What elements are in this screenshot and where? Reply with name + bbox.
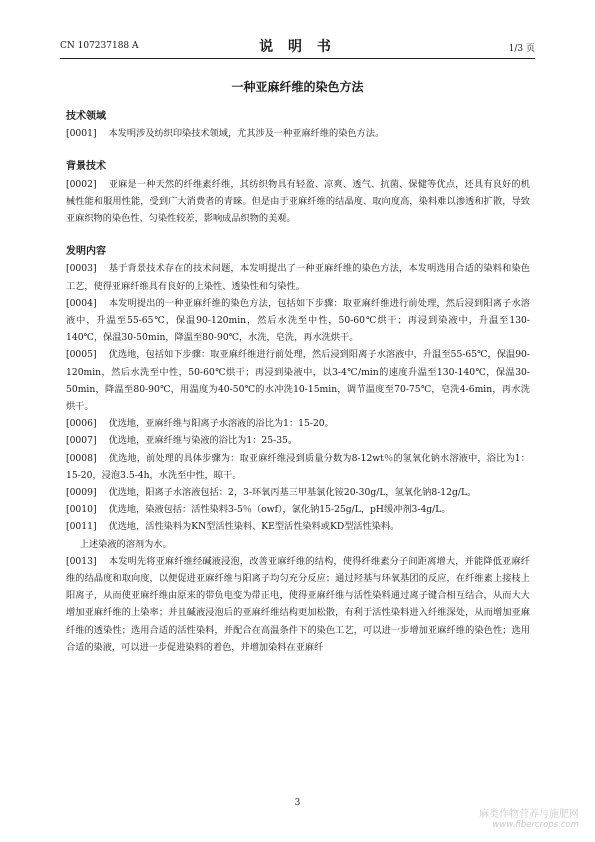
page-counter: 1/3 页 bbox=[508, 44, 535, 54]
section-heading-invention: 发明内容 bbox=[66, 246, 106, 258]
section-heading-background: 背景技术 bbox=[66, 161, 106, 173]
paragraph-number: [0006] bbox=[66, 418, 97, 430]
paragraph-number: [0011] bbox=[66, 521, 97, 533]
header-divider bbox=[60, 58, 535, 59]
paragraph-text: 本发明先将亚麻纤维经碱液浸泡，改善亚麻纤维的结构，使得纤维素分子间距离增大，并能降低亚麻纤维的结晶度和取向度，以便促进亚麻纤维与阳离子均匀充分反应；通过羟基与环氧基团的反应，在纤维素上接枝上阳离子，从而使亚麻纤维由原来的带负电变为带正电，使得亚麻纤维与活性染料通过离子键合相互结合，从而大大增加亚麻纤维的上染率；并且碱液浸泡后的亚麻纤维结构更加松散，有利于活性染料进入纤维深处，从而增加亚麻纤维的透染性；选用合适的活性染料，并配合在高温条件下的染色工艺，可以进一步增加亚麻纤维的染色性；选用合适的染液，可以进一步促进染料的着色，并增加染料在亚麻纤 bbox=[66, 555, 530, 653]
page-header bbox=[60, 36, 535, 58]
page-number: 3 bbox=[294, 798, 301, 808]
paragraph bbox=[66, 125, 530, 142]
paragraph-number: [0002] bbox=[66, 178, 97, 190]
paragraph-text: 优选地，包括如下步骤：取亚麻纤维进行前处理，然后浸到阳离子水溶液中，升温至55-65℃，保温90-120min，然后水洗至中性，50-60℃烘干；再浸到染液中，以3-4℃/min的速度升温至130-140℃，保温30-50min，降温至80-90℃，用温度为40-50℃的水冲洗10-15min，调节温度至70-75℃，皂洗4-6min，再水洗烘干。 bbox=[66, 349, 530, 413]
paragraph bbox=[66, 553, 530, 656]
section-heading-tech-field: 技术领域 bbox=[66, 111, 106, 122]
paragraph bbox=[66, 484, 530, 501]
publication-number: CN 107237188 A bbox=[60, 41, 139, 51]
paragraph-text: 上述染液的溶剂为水。 bbox=[79, 538, 172, 550]
paragraph-text: 优选地，染液包括：活性染料3-5％（owf），氯化钠15-25g/L，pH缓冲剂3-4g/L。 bbox=[108, 504, 451, 516]
paragraph-number: [0013] bbox=[66, 555, 97, 567]
paragraph-text: 亚麻是一种天然的纤维素纤维，其纺织物具有轻盈、凉爽、透气、抗菌、保健等优点，还具有良好的机械性能和服用性能，受到广大消费者的青睐。但是由于亚麻纤维的结晶度、取向度高，染料难以渗透和扩散，导致亚麻织物的染色性、匀染性较差，影响成品织物的美观。 bbox=[66, 178, 530, 225]
paragraph-number: [0003] bbox=[66, 263, 97, 275]
paragraph-text: 优选地，活性染料为KN型活性染料、KE型活性染料或KD型活性染料。 bbox=[108, 521, 400, 533]
paragraph-number: [0008] bbox=[66, 452, 97, 464]
paragraph-text: 本发明提出的一种亚麻纤维的染色方法，包括如下步骤：取亚麻纤维进行前处理，然后浸到阳离子水溶液中，升温至55-65℃，保温90-120min，然后水洗至中性，50-60℃烘干；再浸到染液中，升温至130-140℃，保温30-50min，降温至80-90℃，水洗，皂洗，再水洗烘干。 bbox=[66, 297, 530, 344]
paragraph bbox=[66, 518, 530, 535]
paragraph-text: 优选地，前处理的具体步骤为：取亚麻纤维浸到质量分数为8-12wt％的氢氧化钠水溶液中，浴比为1：15-20，浸泡3.5-4h，水洗至中性，晾干。 bbox=[66, 452, 530, 481]
paragraph bbox=[66, 432, 530, 449]
paragraph-text: 优选地，亚麻纤维与染液的浴比为1：25-35。 bbox=[108, 435, 298, 447]
paragraph bbox=[66, 536, 530, 553]
paragraph bbox=[66, 346, 530, 415]
paragraph-text: 本发明涉及纺织印染技术领域，尤其涉及一种亚麻纤维的染色方法。 bbox=[108, 128, 385, 140]
paragraph bbox=[66, 501, 530, 518]
watermark-site-name: 麻类作物营养与施肥网 bbox=[479, 809, 579, 820]
patent-title: 一种亚麻纤维的染色方法 bbox=[231, 80, 364, 94]
paragraph-number: [0007] bbox=[66, 435, 97, 447]
paragraph-text: 优选地，阳离子水溶液包括：2，3-环氧丙基三甲基氯化铵20-30g/L，氢氧化钠8-12g/L。 bbox=[108, 487, 477, 499]
paragraph bbox=[66, 176, 530, 228]
paragraph-text: 基于背景技术存在的技术问题，本发明提出了一种亚麻纤维的染色方法，本发明选用合适的染料和染色工艺，使得亚麻纤维具有良好的上染性、透染性和匀染性。 bbox=[66, 263, 530, 292]
document-body bbox=[66, 108, 530, 656]
paragraph bbox=[66, 415, 530, 432]
paragraph bbox=[66, 295, 530, 347]
watermark-url: www.fibercrops.com bbox=[492, 820, 579, 830]
document-type-title: 说 明 书 bbox=[259, 39, 336, 55]
paragraph-number: [0005] bbox=[66, 349, 97, 361]
paragraph-number: [0010] bbox=[66, 504, 97, 516]
paragraph-number: [0004] bbox=[66, 297, 97, 309]
watermark bbox=[479, 805, 579, 830]
paragraph-number: [0001] bbox=[66, 128, 97, 140]
paragraph-number: [0009] bbox=[66, 487, 97, 499]
paragraph bbox=[66, 260, 530, 294]
paragraph-text: 优选地，亚麻纤维与阳离子水溶液的浴比为1：15-20。 bbox=[108, 418, 334, 430]
paragraph bbox=[66, 450, 530, 484]
